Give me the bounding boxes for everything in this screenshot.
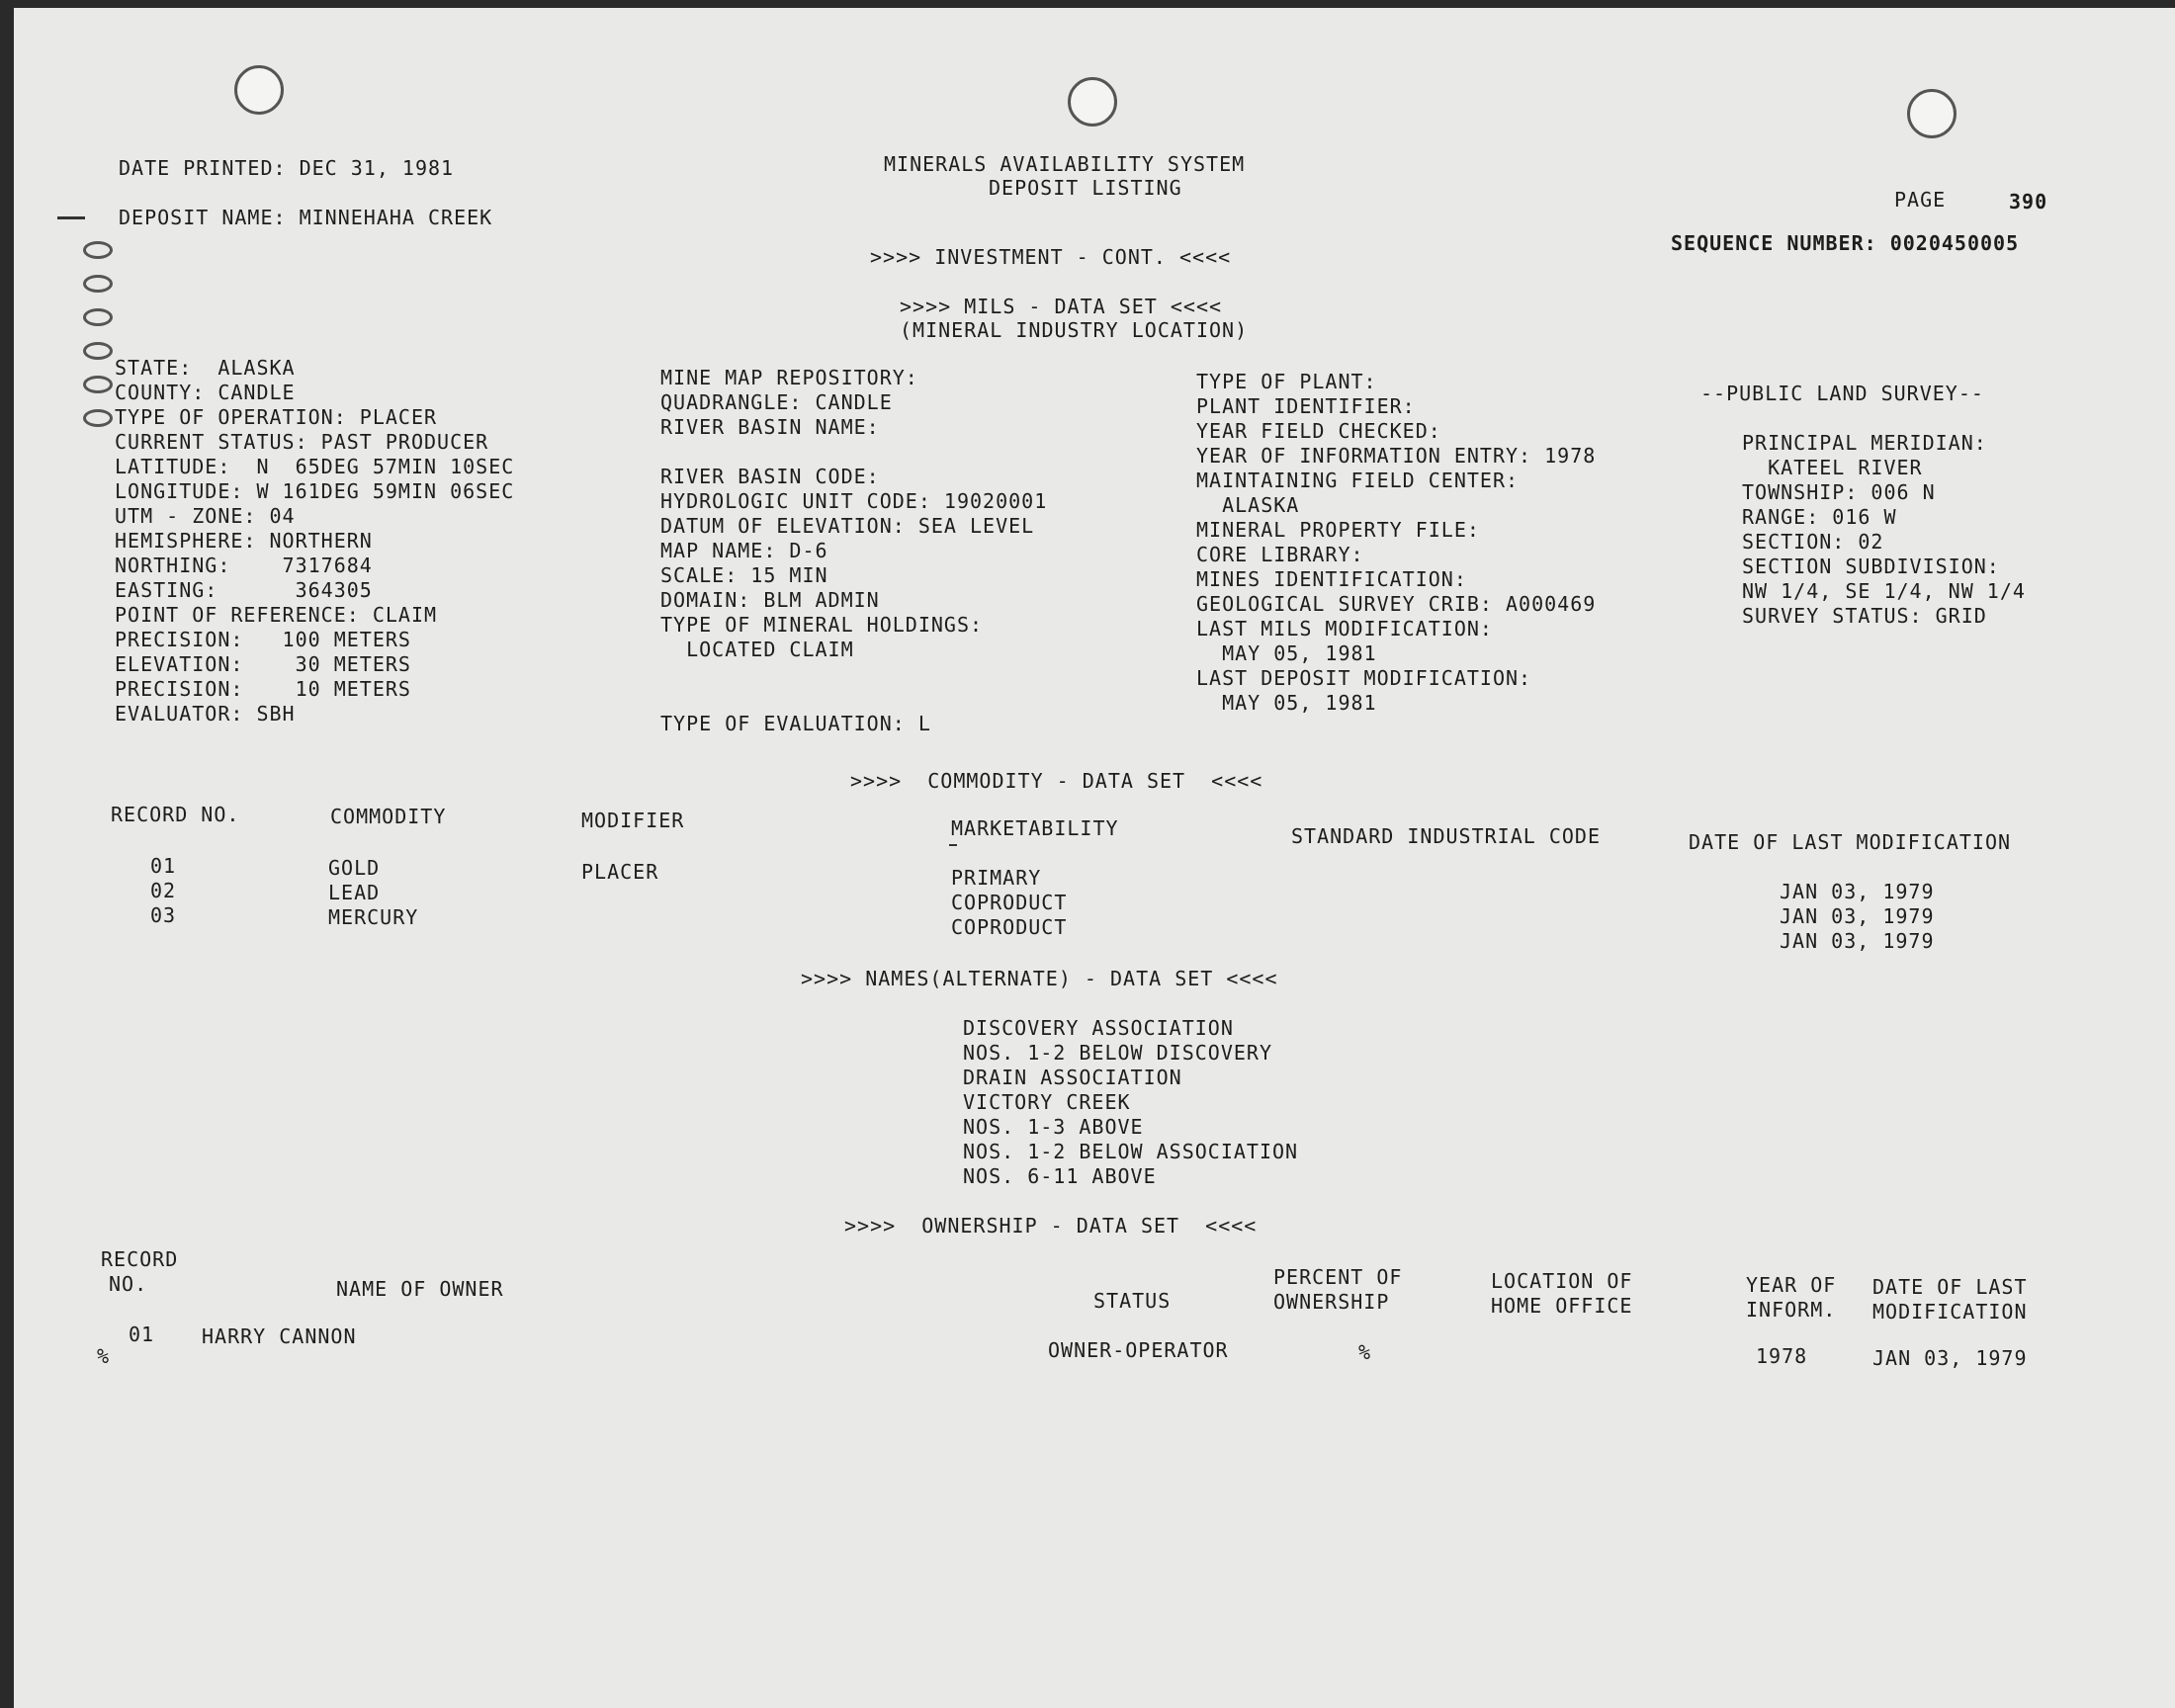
commodity-header-date: DATE OF LAST MODIFICATION bbox=[1689, 830, 2012, 854]
survey-field: PRINCIPAL MERIDIAN: bbox=[1742, 431, 1987, 455]
location-field: ELEVATION: 30 METERS bbox=[115, 652, 411, 676]
location-field: UTM - ZONE: 04 bbox=[115, 504, 296, 528]
plant-field: TYPE OF PLANT: bbox=[1196, 370, 1377, 393]
map-field: DATUM OF ELEVATION: SEA LEVEL bbox=[660, 514, 1035, 538]
ownership-header-date: DATE OF LAST bbox=[1872, 1275, 2028, 1299]
commodity-header-modifier: MODIFIER bbox=[581, 809, 685, 832]
oval-mark bbox=[83, 241, 113, 259]
commodity-record-no: 02 bbox=[150, 879, 177, 902]
location-field: CURRENT STATUS: PAST PRODUCER bbox=[115, 430, 489, 454]
commodity-date: JAN 03, 1979 bbox=[1780, 929, 1935, 953]
location-field: PRECISION: 10 METERS bbox=[115, 677, 411, 701]
location-field: COUNTY: CANDLE bbox=[115, 381, 296, 404]
plant-field: YEAR FIELD CHECKED: bbox=[1196, 419, 1441, 443]
ownership-header-record: RECORD bbox=[101, 1247, 179, 1271]
survey-field: TOWNSHIP: 006 N bbox=[1742, 480, 1936, 504]
commodity-marketability: COPRODUCT bbox=[951, 915, 1068, 939]
plant-field: ALASKA bbox=[1196, 493, 1300, 517]
alternate-name: DRAIN ASSOCIATION bbox=[963, 1066, 1182, 1089]
location-field: NORTHING: 7317684 bbox=[115, 554, 373, 577]
plant-field: YEAR OF INFORMATION ENTRY: 1978 bbox=[1196, 444, 1597, 468]
ownership-header-percent: PERCENT OF bbox=[1273, 1265, 1403, 1289]
map-field: DOMAIN: BLM ADMIN bbox=[660, 588, 880, 612]
map-field: RIVER BASIN NAME: bbox=[660, 415, 880, 439]
map-field: LOCATED CLAIM bbox=[660, 638, 854, 661]
mils-heading: >>>> MILS - DATA SET <<<< bbox=[900, 295, 1223, 318]
mils-subheading: (MINERAL INDUSTRY LOCATION) bbox=[900, 318, 1249, 342]
names-heading: >>>> NAMES(ALTERNATE) - DATA SET <<<< bbox=[801, 967, 1278, 990]
plant-field: MAY 05, 1981 bbox=[1196, 641, 1377, 665]
map-field: MAP NAME: D-6 bbox=[660, 539, 828, 562]
punch-hole-center bbox=[1068, 77, 1117, 127]
map-field: HYDROLOGIC UNIT CODE: 19020001 bbox=[660, 489, 1048, 513]
ownership-header-location: HOME OFFICE bbox=[1491, 1294, 1633, 1318]
commodity-marketability: PRIMARY bbox=[951, 866, 1042, 890]
commodity-name: LEAD bbox=[328, 881, 381, 904]
oval-mark bbox=[83, 342, 113, 360]
system-title: MINERALS AVAILABILITY SYSTEM bbox=[884, 152, 1246, 176]
alternate-name: DISCOVERY ASSOCIATION bbox=[963, 1016, 1234, 1040]
plant-field: MAINTAINING FIELD CENTER: bbox=[1196, 469, 1520, 492]
location-field: STATE: ALASKA bbox=[115, 356, 296, 380]
commodity-header-sic: STANDARD INDUSTRIAL CODE bbox=[1291, 824, 1601, 848]
ownership-header-year: YEAR OF bbox=[1746, 1273, 1837, 1297]
ownership-date: JAN 03, 1979 bbox=[1872, 1346, 2028, 1370]
location-field: POINT OF REFERENCE: CLAIM bbox=[115, 603, 438, 627]
listing-title: DEPOSIT LISTING bbox=[989, 176, 1182, 200]
location-field: EVALUATOR: SBH bbox=[115, 702, 296, 726]
map-field: SCALE: 15 MIN bbox=[660, 563, 828, 587]
type-of-evaluation: TYPE OF EVALUATION: L bbox=[660, 712, 931, 735]
oval-mark bbox=[83, 275, 113, 293]
survey-field: SURVEY STATUS: GRID bbox=[1742, 604, 1987, 628]
location-field: LATITUDE: N 65DEG 57MIN 10SEC bbox=[115, 455, 515, 478]
oval-mark bbox=[83, 376, 113, 393]
ownership-header-percent: OWNERSHIP bbox=[1273, 1290, 1390, 1314]
alternate-name: VICTORY CREEK bbox=[963, 1090, 1131, 1114]
plant-field: MAY 05, 1981 bbox=[1196, 691, 1377, 715]
commodity-record-no: 03 bbox=[150, 903, 177, 927]
margin-tick bbox=[57, 216, 85, 219]
deposit-name: DEPOSIT NAME: MINNEHAHA CREEK bbox=[119, 206, 493, 229]
ownership-percent-mark: % bbox=[97, 1344, 111, 1368]
alternate-name: NOS. 1-2 BELOW ASSOCIATION bbox=[963, 1140, 1299, 1163]
ownership-record-no: 01 bbox=[129, 1323, 155, 1346]
ownership-header-name: NAME OF OWNER bbox=[336, 1277, 504, 1301]
location-field: EASTING: 364305 bbox=[115, 578, 373, 602]
page-label: PAGE bbox=[1894, 188, 1947, 212]
ownership-header-date: MODIFICATION bbox=[1872, 1300, 2028, 1324]
commodity-record-no: 01 bbox=[150, 854, 177, 878]
location-field: HEMISPHERE: NORTHERN bbox=[115, 529, 373, 553]
oval-mark bbox=[83, 409, 113, 427]
margin-oval-marks bbox=[83, 241, 113, 443]
commodity-heading: >>>> COMMODITY - DATA SET <<<< bbox=[850, 769, 1263, 793]
plant-field: MINES IDENTIFICATION: bbox=[1196, 567, 1467, 591]
map-field: TYPE OF MINERAL HOLDINGS: bbox=[660, 613, 984, 637]
plant-field: CORE LIBRARY: bbox=[1196, 543, 1364, 566]
survey-field: SECTION SUBDIVISION: bbox=[1742, 555, 2000, 578]
location-field: LONGITUDE: W 161DEG 59MIN 06SEC bbox=[115, 479, 515, 503]
ownership-status: OWNER-OPERATOR bbox=[1048, 1338, 1229, 1362]
alternate-name: NOS. 1-2 BELOW DISCOVERY bbox=[963, 1041, 1272, 1065]
investment-heading: >>>> INVESTMENT - CONT. <<<< bbox=[870, 245, 1232, 269]
ownership-header-status: STATUS bbox=[1093, 1289, 1172, 1313]
plant-field: LAST MILS MODIFICATION: bbox=[1196, 617, 1493, 640]
location-field: TYPE OF OPERATION: PLACER bbox=[115, 405, 438, 429]
ownership-header-year: INFORM. bbox=[1746, 1298, 1837, 1322]
ownership-heading: >>>> OWNERSHIP - DATA SET <<<< bbox=[844, 1214, 1258, 1238]
commodity-header-record: RECORD NO. bbox=[111, 803, 240, 826]
alternate-name: NOS. 6-11 ABOVE bbox=[963, 1164, 1157, 1188]
marketability-dash bbox=[949, 844, 957, 846]
survey-field: NW 1/4, SE 1/4, NW 1/4 bbox=[1742, 579, 2026, 603]
location-field: PRECISION: 100 METERS bbox=[115, 628, 411, 651]
survey-field: SECTION: 02 bbox=[1742, 530, 1884, 554]
commodity-name: GOLD bbox=[328, 856, 381, 880]
commodity-date: JAN 03, 1979 bbox=[1780, 880, 1935, 903]
ownership-owner-name: HARRY CANNON bbox=[202, 1324, 357, 1348]
document-page bbox=[14, 8, 2175, 1708]
commodity-name: MERCURY bbox=[328, 905, 419, 929]
ownership-year: 1978 bbox=[1756, 1344, 1808, 1368]
commodity-marketability: COPRODUCT bbox=[951, 891, 1068, 914]
commodity-date: JAN 03, 1979 bbox=[1780, 904, 1935, 928]
map-field: QUADRANGLE: CANDLE bbox=[660, 390, 893, 414]
ownership-header-location: LOCATION OF bbox=[1491, 1269, 1633, 1293]
ownership-header-record: NO. bbox=[109, 1272, 148, 1296]
commodity-modifier: PLACER bbox=[581, 860, 659, 884]
sequence-number: SEQUENCE NUMBER: 0020450005 bbox=[1671, 231, 2020, 255]
ownership-percent: % bbox=[1358, 1340, 1372, 1364]
page-number: 390 bbox=[2009, 190, 2048, 214]
commodity-header-commodity: COMMODITY bbox=[330, 805, 447, 828]
survey-field: KATEEL RIVER bbox=[1742, 456, 1923, 479]
alternate-name: NOS. 1-3 ABOVE bbox=[963, 1115, 1144, 1139]
commodity-header-marketability: MARKETABILITY bbox=[951, 816, 1119, 840]
oval-mark bbox=[83, 308, 113, 326]
plant-field: PLANT IDENTIFIER: bbox=[1196, 394, 1416, 418]
map-field: RIVER BASIN CODE: bbox=[660, 465, 880, 488]
plant-field: GEOLOGICAL SURVEY CRIB: A000469 bbox=[1196, 592, 1597, 616]
survey-field: RANGE: 016 W bbox=[1742, 505, 1897, 529]
plant-field: MINERAL PROPERTY FILE: bbox=[1196, 518, 1480, 542]
punch-hole-right bbox=[1907, 89, 1957, 138]
public-land-survey-title: --PUBLIC LAND SURVEY-- bbox=[1700, 382, 1984, 405]
map-field: MINE MAP REPOSITORY: bbox=[660, 366, 918, 389]
date-printed: DATE PRINTED: DEC 31, 1981 bbox=[119, 156, 455, 180]
plant-field: LAST DEPOSIT MODIFICATION: bbox=[1196, 666, 1532, 690]
punch-hole-left bbox=[234, 65, 284, 115]
